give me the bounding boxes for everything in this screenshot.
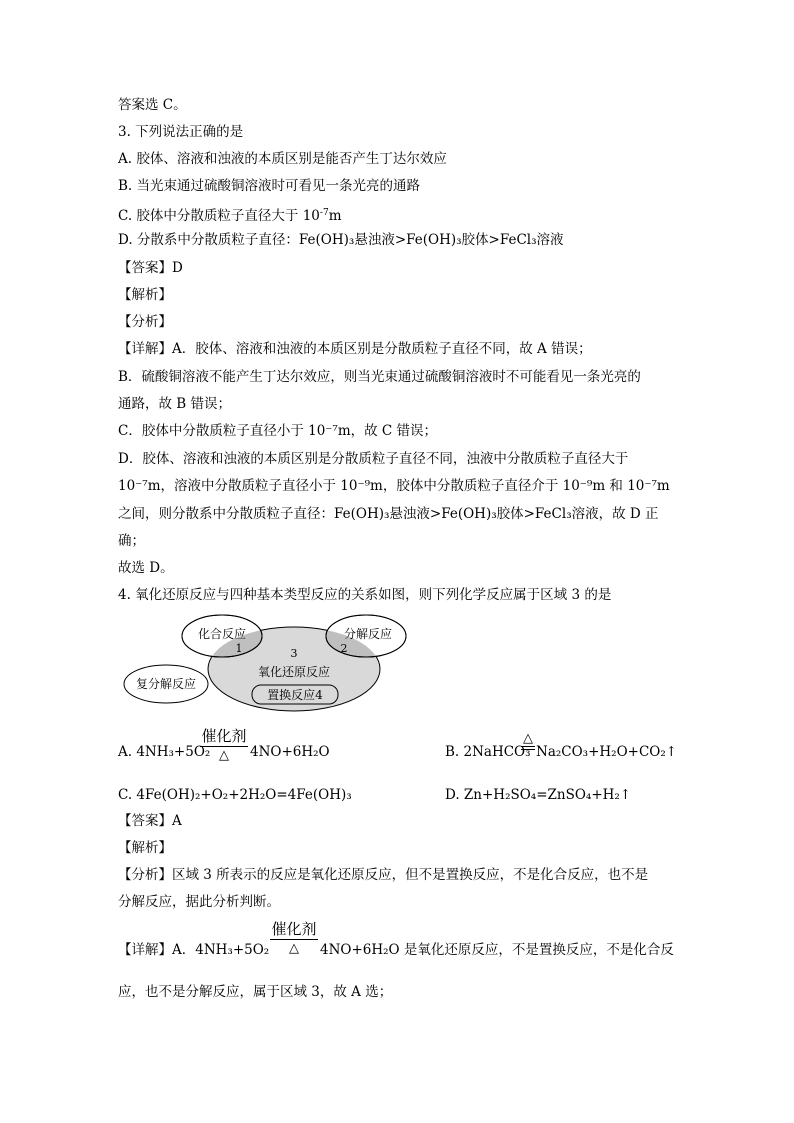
catalyst-label-detail: 催化剂 xyxy=(271,920,317,938)
q4-fenxi-2: 分解反应，据此分析判断。 xyxy=(118,894,280,910)
q3-conclusion: 故选 D。 xyxy=(118,560,174,576)
label-region-3: 3 xyxy=(290,647,298,660)
q4-answer: 【答案】A xyxy=(118,813,182,829)
q3-option-a: A. 胶体、溶液和浊液的本质区别是能否产生丁达尔效应 xyxy=(118,151,447,167)
label-region-2: 2 xyxy=(340,642,348,655)
q3-detail-d4: 确； xyxy=(118,533,145,549)
q4-stem: 4. 氧化还原反应与四种基本类型反应的关系如图，则下列化学反应属于区域 3 的是 xyxy=(118,587,612,603)
q3-detail-a: 【详解】A．胶体、溶液和浊液的本质区别是分散质粒子直径不同，故 A 错误； xyxy=(118,341,592,357)
q3-detail-d2: 10⁻⁷m，溶液中分散质粒子直径小于 10⁻⁹m，胶体中分散质粒子直径介于 10⁻⁹m 和 10⁻⁷m xyxy=(118,478,670,494)
q4-option-a-condition xyxy=(200,728,248,763)
q4-option-c: C. 4Fe(OH)₂+O₂+2H₂O=4Fe(OH)₃ xyxy=(118,787,352,803)
q4-fenxi-1: 【分析】区域 3 所表示的反应是氧化还原反应，但不是置换反应，不是化合反应，也不是 xyxy=(118,867,649,883)
label-combination: 化合反应 xyxy=(197,627,247,641)
q4-option-a-post: 4NO+6H₂O xyxy=(250,744,330,760)
heat-symbol-b: △ xyxy=(523,731,533,746)
label-region-1: 1 xyxy=(235,642,243,655)
q4-option-b-post: Na₂CO₃+H₂O+CO₂↑ xyxy=(536,744,678,760)
q4-option-b-condition xyxy=(521,731,535,750)
catalyst-label: 催化剂 xyxy=(201,727,247,745)
q4-detail-post: 4NO+6H₂O 是氧化还原反应，不是置换反应，不是化合反 xyxy=(320,942,674,958)
reaction-relationship-diagram xyxy=(118,614,418,714)
heat-symbol: △ xyxy=(219,748,229,763)
q3-option-b: B. 当光束通过硫酸铜溶液时可看见一条光亮的通路 xyxy=(118,178,421,194)
q3-answer: 【答案】D xyxy=(118,260,183,276)
q3-stem: 3. 下列说法正确的是 xyxy=(118,124,244,140)
q3-option-d: D. 分散系中分散质粒子直径：Fe(OH)₃悬浊液>Fe(OH)₃胶体>FeCl₃溶液 xyxy=(118,232,564,248)
label-redox: 氧化还原反应 xyxy=(257,665,331,679)
q3-detail-c: C．胶体中分散质粒子直径小于 10⁻⁷m，故 C 错误； xyxy=(118,423,438,439)
q4-option-d: D. Zn+H₂SO₄=ZnSO₄+H₂↑ xyxy=(445,787,632,803)
label-displacement: 置换反应4 xyxy=(267,688,323,702)
q3-option-c: C. 胶体中分散质粒子直径大于 $10^{-7}m$ xyxy=(118,208,342,224)
q4-detail-condition xyxy=(270,921,318,956)
q3-detail-d3: 之间，则分散系中分散质粒子直径：Fe(OH)₃悬浊液>Fe(OH)₃胶体>FeCl₃溶液，故 D 正 xyxy=(118,506,659,522)
q4-analysis-label: 【解析】 xyxy=(118,840,172,856)
q4-option-a-pre: A. 4NH₃+5O₂ xyxy=(118,744,211,760)
q2-answer-tail: 答案选 C。 xyxy=(118,97,187,113)
q4-option-b-pre: B. 2NaHCO₃ xyxy=(445,744,531,760)
q3-detail-b1: B．硫酸铜溶液不能产生丁达尔效应，则当光束通过硫酸铜溶液时不可能看见一条光亮的 xyxy=(118,369,641,385)
q3-fenxi-label: 【分析】 xyxy=(118,314,172,330)
q3-detail-d1: D．胶体、溶液和浊液的本质区别是分散质粒子直径不同，浊液中分散质粒子直径大于 xyxy=(118,451,629,467)
q4-detail-2: 应，也不是分解反应，属于区域 3，故 A 选； xyxy=(118,984,393,1000)
q3-detail-b2: 通路，故 B 错误； xyxy=(118,396,232,412)
label-double-decomposition: 复分解反应 xyxy=(135,677,197,691)
q3-analysis-label: 【解析】 xyxy=(118,287,172,303)
q4-detail-pre: 【详解】A．4NH₃+5O₂ xyxy=(118,942,270,958)
heat-symbol-detail: △ xyxy=(289,941,299,956)
label-decomposition: 分解反应 xyxy=(343,627,393,641)
